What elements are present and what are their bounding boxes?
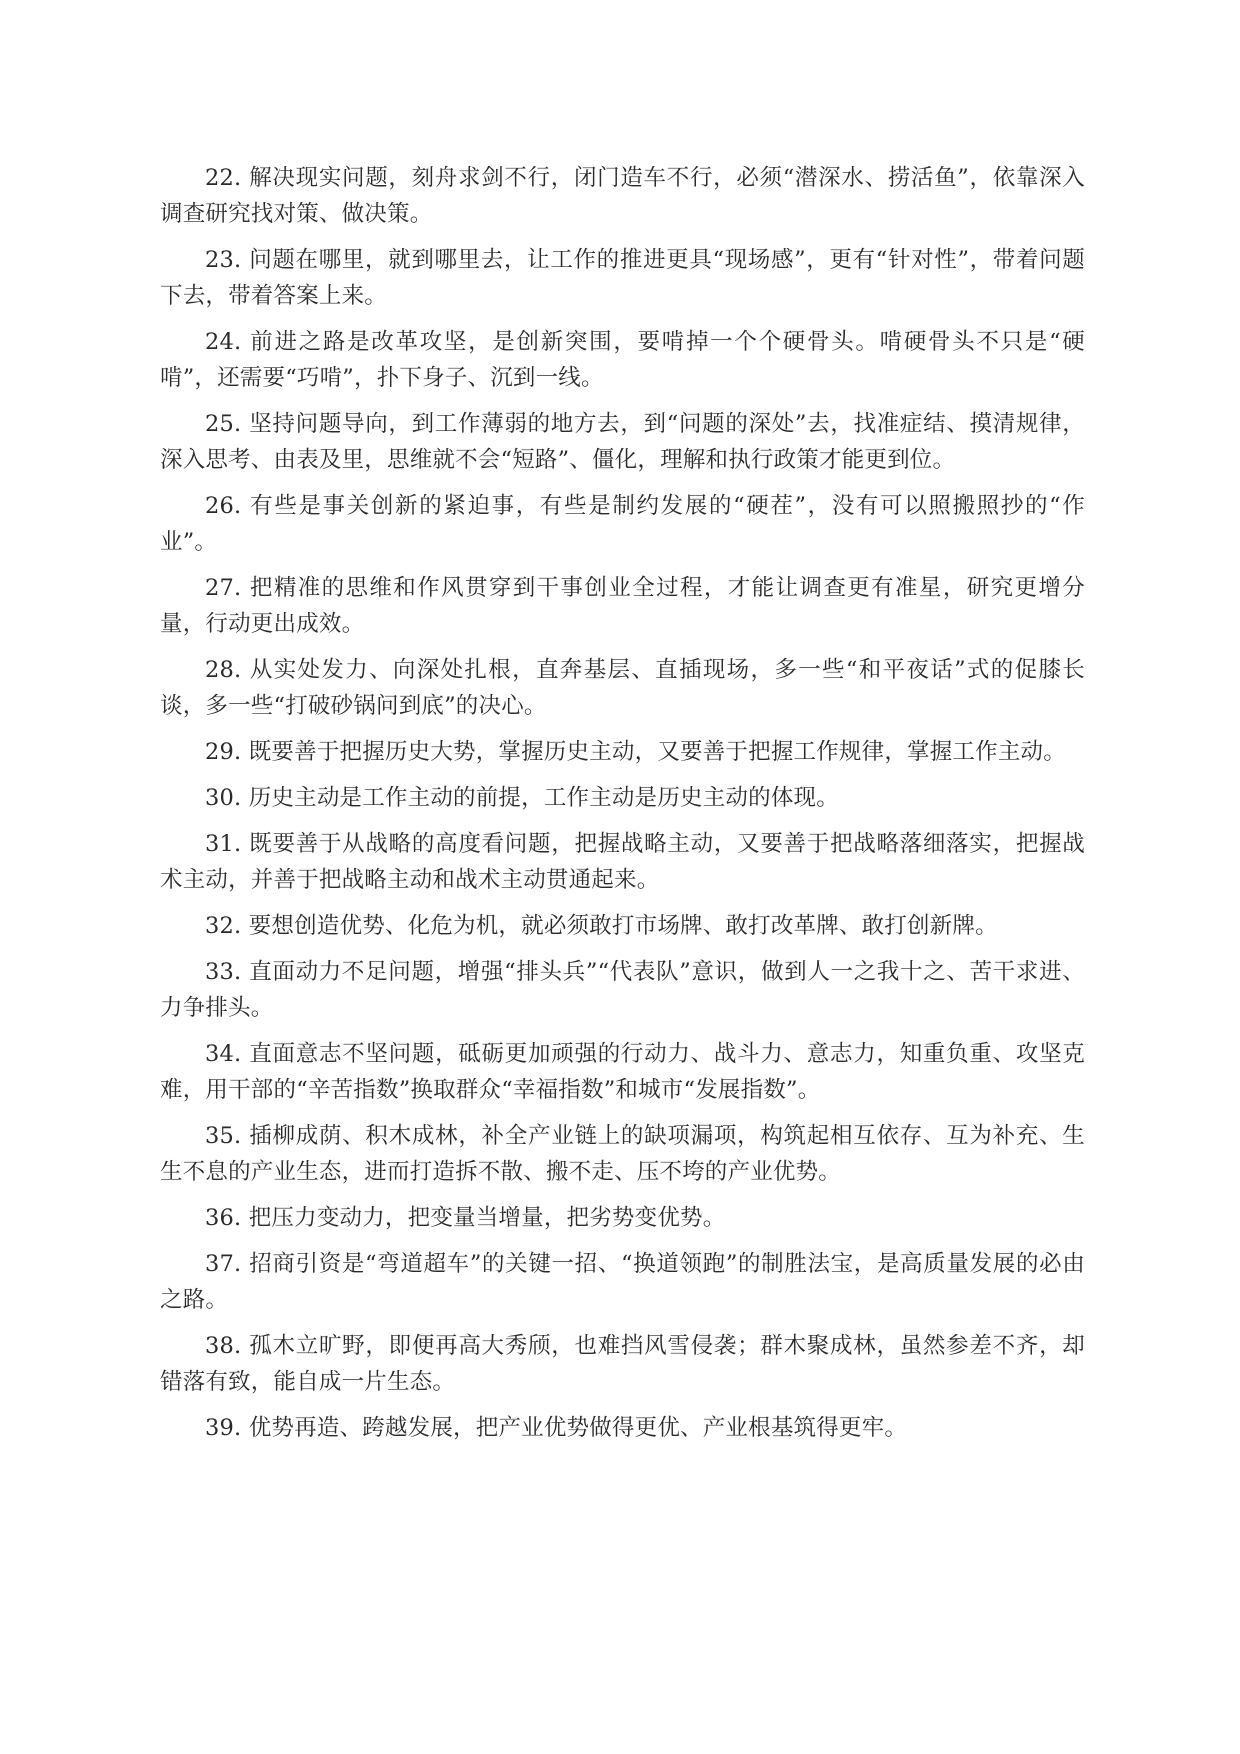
document-body [160,160,1085,1456]
paragraph-22: 22. 解决现实问题，刻舟求剑不行，闭门造车不行，必须“潜深水、捞活鱼”，依靠深入调查研究找对策、做决策。 [160,165,1085,227]
paragraph-29: 29. 既要善于把握历史大势，掌握历史主动，又要善于把握工作规律，掌握工作主动。 [205,739,1066,765]
paragraph-25: 25. 坚持问题导向，到工作薄弱的地方去，到“问题的深处”去，找准症结、摸清规律，深入思考、由表及里，思维就不会“短路”、僵化，理解和执行政策才能更到位。 [160,411,1085,473]
paragraph-37: 37. 招商引资是“弯道超车”的关键一招、“换道领跑”的制胜法宝，是高质量发展的必由之路。 [160,1251,1085,1313]
paragraph-35: 35. 插柳成荫、积木成林，补全产业链上的缺项漏项，构筑起相互依存、互为补充、生生不息的产业生态，进而打造拆不散、搬不走、压不垮的产业优势。 [160,1123,1085,1185]
paragraph-27: 27. 把精准的思维和作风贯穿到干事创业全过程，才能让调查更有准星，研究更增分量，行动更出成效。 [160,575,1085,637]
paragraph-24: 24. 前进之路是改革攻坚，是创新突围，要啃掉一个个硬骨头。啃硬骨头不只是“硬啃”，还需要“巧啃”，扑下身子、沉到一线。 [160,329,1085,391]
paragraph-30: 30. 历史主动是工作主动的前提，工作主动是历史主动的体现。 [205,785,839,811]
paragraph-39: 39. 优势再造、跨越发展，把产业优势做得更优、产业根基筑得更牢。 [205,1415,908,1441]
paragraph-33: 33. 直面动力不足问题，增强“排头兵”“代表队”意识，做到人一之我十之、苦干求进、力争排头。 [160,959,1085,1021]
paragraph-26: 26. 有些是事关创新的紧迫事，有些是制约发展的“硬茬”，没有可以照搬照抄的“作业”。 [160,493,1085,555]
paragraph-36: 36. 把压力变动力，把变量当增量，把劣势变优势。 [205,1205,726,1231]
paragraph-31: 31. 既要善于从战略的高度看问题，把握战略主动，又要善于把战略落细落实，把握战术主动，并善于把战略主动和战术主动贯通起来。 [160,831,1085,893]
paragraph-28: 28. 从实处发力、向深处扎根，直奔基层、直插现场，多一些“和平夜话”式的促膝长谈，多一些“打破砂锅问到底”的决心。 [160,657,1085,719]
paragraph-38: 38. 孤木立旷野，即便再高大秀颀，也难挡风雪侵袭；群木聚成林，虽然参差不齐，却错落有致，能自成一片生态。 [160,1333,1085,1395]
paragraph-32: 32. 要想创造优势、化危为机，就必须敢打市场牌、敢打改革牌、敢打创新牌。 [205,913,998,939]
paragraph-34: 34. 直面意志不坚问题，砥砺更加顽强的行动力、战斗力、意志力，知重负重、攻坚克难，用干部的“辛苦指数”换取群众“幸福指数”和城市“发展指数”。 [160,1041,1085,1103]
paragraph-23: 23. 问题在哪里，就到哪里去，让工作的推进更具“现场感”，更有“针对性”，带着问题下去，带着答案上来。 [160,247,1085,309]
